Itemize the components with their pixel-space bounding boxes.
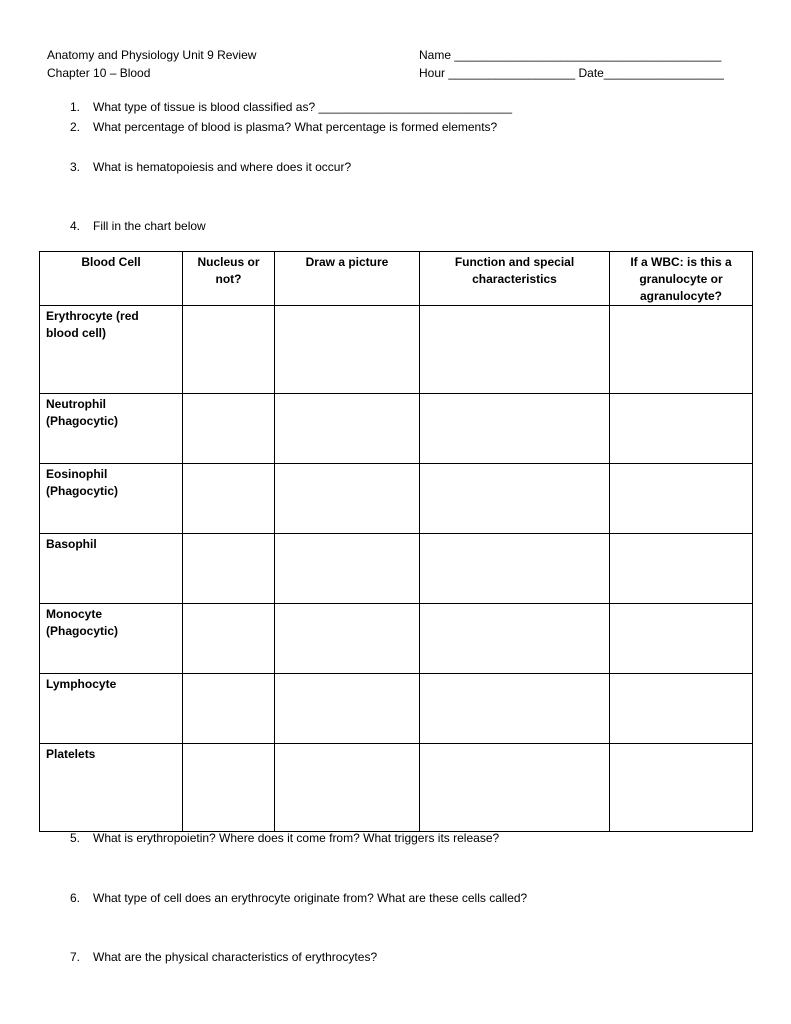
answer-cell[interactable]	[420, 674, 610, 744]
answer-cell[interactable]	[183, 744, 275, 832]
answer-cell[interactable]	[610, 744, 753, 832]
table-row	[40, 534, 753, 604]
answer-cell[interactable]	[420, 744, 610, 832]
question-3: 3. What is hematopoiesis and where does it occur?	[70, 160, 352, 174]
answer-cell[interactable]	[183, 394, 275, 464]
header-wbc-type: If a WBC: is this a granulocyte or agranulocyte?	[610, 252, 753, 306]
answer-cell[interactable]	[275, 394, 420, 464]
answer-cell[interactable]	[183, 674, 275, 744]
answer-cell[interactable]	[610, 394, 753, 464]
cell-name-platelets: Platelets	[40, 744, 183, 832]
table-row	[40, 604, 753, 674]
header-blood-cell: Blood Cell	[40, 252, 183, 306]
question-6: 6. What type of cell does an erythrocyte originate from? What are these cells called?	[70, 891, 528, 905]
hour-date-field[interactable]: Hour ___________________ Date__________________	[419, 66, 724, 80]
chapter-title: Chapter 10 – Blood	[47, 66, 151, 80]
answer-cell[interactable]	[610, 534, 753, 604]
answer-cell[interactable]	[420, 394, 610, 464]
cell-name-neutrophil: Neutrophil (Phagocytic)	[40, 394, 183, 464]
name-field[interactable]: Name ________________________________________	[419, 48, 722, 62]
answer-cell[interactable]	[275, 464, 420, 534]
answer-cell[interactable]	[420, 604, 610, 674]
table-row	[40, 674, 753, 744]
question-4: 4. Fill in the chart below	[70, 219, 206, 233]
course-title: Anatomy and Physiology Unit 9 Review	[47, 48, 257, 62]
cell-name-basophil: Basophil	[40, 534, 183, 604]
table-row	[40, 306, 753, 394]
header-nucleus: Nucleus or not?	[183, 252, 275, 306]
answer-cell[interactable]	[275, 674, 420, 744]
table-row	[40, 394, 753, 464]
header-draw-picture: Draw a picture	[275, 252, 420, 306]
question-1: 1. What type of tissue is blood classified as? _____________________________	[70, 100, 512, 114]
answer-cell[interactable]	[420, 534, 610, 604]
answer-cell[interactable]	[420, 464, 610, 534]
answer-cell[interactable]	[610, 604, 753, 674]
answer-cell[interactable]	[420, 306, 610, 394]
question-2: 2. What percentage of blood is plasma? What percentage is formed elements?	[70, 120, 498, 134]
question-5: 5. What is erythropoietin? Where does it come from? What triggers its release?	[70, 831, 500, 845]
answer-cell[interactable]	[183, 464, 275, 534]
table-row	[40, 744, 753, 832]
cell-name-erythrocyte: Erythrocyte (red blood cell)	[40, 306, 183, 394]
answer-cell[interactable]	[183, 534, 275, 604]
cell-name-lymphocyte: Lymphocyte	[40, 674, 183, 744]
answer-cell[interactable]	[183, 604, 275, 674]
question-7: 7. What are the physical characteristics of erythrocytes?	[70, 950, 378, 964]
answer-cell[interactable]	[275, 306, 420, 394]
answer-cell[interactable]	[275, 744, 420, 832]
answer-cell[interactable]	[610, 464, 753, 534]
blood-cell-chart	[39, 251, 753, 832]
chart-header-row	[40, 252, 753, 306]
answer-cell[interactable]	[275, 604, 420, 674]
table-row	[40, 464, 753, 534]
cell-name-eosinophil: Eosinophil (Phagocytic)	[40, 464, 183, 534]
answer-cell[interactable]	[275, 534, 420, 604]
answer-cell[interactable]	[183, 306, 275, 394]
answer-cell[interactable]	[610, 674, 753, 744]
answer-cell[interactable]	[610, 306, 753, 394]
cell-name-monocyte: Monocyte (Phagocytic)	[40, 604, 183, 674]
header-function: Function and special characteristics	[420, 252, 610, 306]
